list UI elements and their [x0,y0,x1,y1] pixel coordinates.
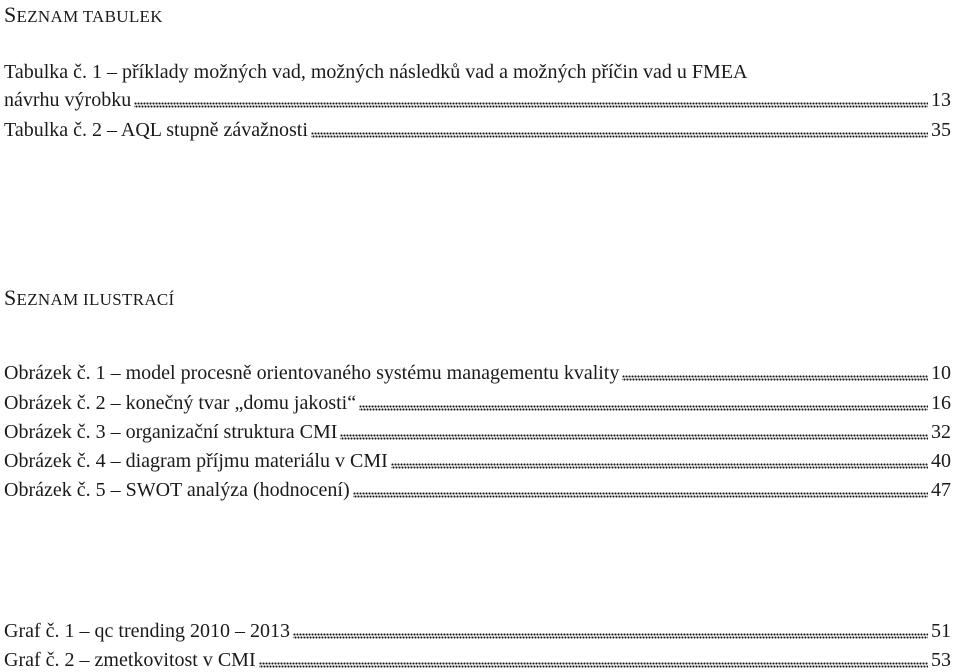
tables-heading [4,2,163,28]
dot-leader [293,633,928,639]
figure-1-label: Obrázek č. 1 – model procesně orientovaného systému managementu kvality [4,362,620,384]
figure-4-page: 40 [931,450,951,472]
figure-3-page: 32 [931,421,951,443]
figure-5-entry[interactable] [4,478,951,502]
table-1-page: 13 [931,89,951,111]
graph-1-page: 51 [931,620,951,642]
figure-4-entry[interactable] [4,449,951,473]
table-2-entry[interactable] [4,118,951,142]
figure-2-page: 16 [931,392,951,414]
table-2-label: Tabulka č. 2 – AQL stupně závažnosti [4,119,308,141]
dot-leader [359,405,928,411]
illustrations-heading [4,285,175,311]
illustrations-heading-rest: EZNAM ILUSTRACÍ [16,290,175,309]
graph-2-page: 53 [931,649,951,671]
figure-4-label: Obrázek č. 4 – diagram příjmu materiálu v CMI [4,450,388,472]
dot-leader [134,102,928,108]
dot-leader [259,662,928,668]
graph-2-label: Graf č. 2 – zmetkovitost v CMI [4,649,256,671]
figure-2-entry[interactable] [4,391,951,415]
tables-heading-rest: EZNAM TABULEK [16,7,163,26]
table-1-label-line1: Tabulka č. 1 – příklady možných vad, možných následků vad a možných příčin vad u FMEA [4,61,748,83]
dot-leader [391,463,928,469]
illustrations-heading-initial: S [4,285,17,310]
figure-1-page: 10 [931,362,951,384]
dot-leader [622,375,928,381]
figure-2-label: Obrázek č. 2 – konečný tvar „domu jakosti“ [4,392,357,414]
graph-2-entry[interactable] [4,648,951,672]
figure-3-entry[interactable] [4,420,951,444]
table-1-entry-line1[interactable] [4,60,951,84]
table-1-label-line2: návrhu výrobku [4,89,132,111]
figure-1-entry[interactable] [4,361,951,385]
graph-1-label: Graf č. 1 – qc trending 2010 – 2013 [4,620,291,642]
dot-leader [311,132,928,138]
graph-1-entry[interactable] [4,619,951,643]
table-1-entry[interactable] [4,88,951,112]
tables-heading-initial: S [4,2,17,27]
dot-leader [340,434,928,440]
figure-5-page: 47 [931,479,951,501]
table-2-page: 35 [931,119,951,141]
figure-5-label: Obrázek č. 5 – SWOT analýza (hodnocení) [4,479,350,501]
figure-3-label: Obrázek č. 3 – organizační struktura CMI [4,421,338,443]
dot-leader [353,492,928,498]
